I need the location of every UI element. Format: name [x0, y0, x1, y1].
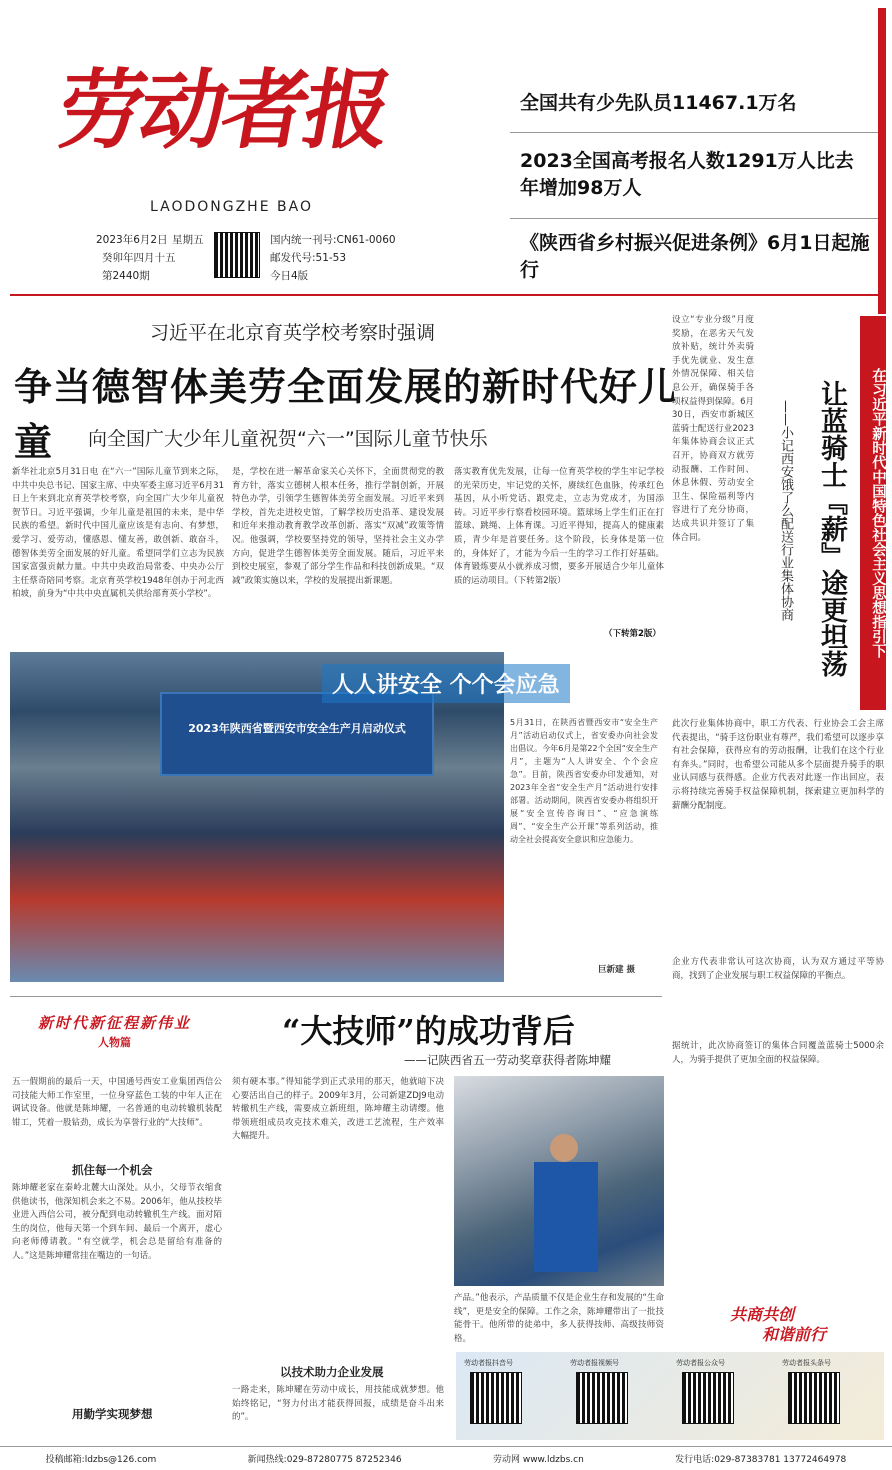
lead-kicker: 习近平在北京育英学校考察时强调 — [150, 322, 436, 344]
feature-col-1: 五一假期前的最后一天，中国通号西安工业集团西信公司技能大师工作室里，一位身穿蓝色工装的中年人正在调试设备。他就是陈坤耀，一名普通的电动转辙机装配钳工，凭着一股钻劲，成长为享誉行业的“大技师”。 — [12, 1077, 222, 1128]
photo-banner: 人人讲安全 个个会应急 — [322, 664, 570, 703]
feature-section-tag: 新时代新征程新伟业 — [38, 1014, 192, 1032]
feature-col-2: 须有硬本事。”得知能学到正式录用的那天，他就暗下决心要活出自己的样子。2009年3月，公司新建ZDJ9电动转辙机生产线，需要成立新班组，陈坤耀主动请缨。他带领班组成员攻克技术难关，改进工艺流程，生产效率大幅提升。 — [232, 1077, 444, 1142]
issue-date: 2023年6月2日 — [96, 234, 168, 246]
sidebar-body-2: 此次行业集体协商中，职工方代表、行业协会工会主席代表提出，“骑手这份职业有尊严，我们希望可以逐步享有社会保障，获得应有的劳动报酬，让我们在这个行业有奔头。”同时，也希望公司能从多个层面提升骑手的职业认同感与获得感。企业方代表对此逐一作出回应，表示将持续完善骑手权益保障机制，探索建立更加科学的薪酬分配制度。 — [672, 719, 884, 811]
lead-column-3: 落实教育优先发展，让每一位育英学校的学生牢记学校的光荣历史，牢记党的关怀，赓续红色血脉，传承红色基因，从小听党话、跟党走，立志为党成才，为国添砖。习近平步行察看校园环境。篮球场上学生们正在打篮球、跳绳、上体育课。习近平得知，提高人的健康素质，青少年是首要任务。这个阶段，长身体是第一位的，身体好了，才能为今后一生的学习工作打好基础。体育锻炼要从小就养成习惯，要多开展适合少年儿童体质的运动项目。（下转第2版） — [454, 467, 664, 586]
slogan-2: 和谐前行 — [762, 1325, 827, 1344]
sidebar-title[interactable]: 让蓝骑士『薪』途更坦荡 — [816, 380, 847, 677]
feature-col-2b: 一路走来，陈坤耀在劳动中成长，用技能成就梦想。他始终铭记，“努力付出才能获得回报，成绩是奋斗出来的”。 — [232, 1385, 444, 1423]
photo-credit: 巨新建 摄 — [598, 965, 635, 975]
feature-heading-1: 抓住每一个机会 — [72, 1163, 153, 1177]
photo-caption: 5月31日，在陕西省暨西安市“安全生产月”活动启动仪式上，省安委办向社会发出倡议。今年6月是第22个全国“安全生产月”，主题为“人人讲安全、个个会应急”。目前，陕西省安委办印发通知，对2023年全省“安全生产月”活动进行安排部署。活动期间，陕西省安委办将组织开展“安全宣传咨询日”、“应急演练周”、“安全生产公开课”等系列活动，推动全社会提高安全意识和应急能力。 — [510, 718, 658, 844]
technician-photo — [454, 1076, 664, 1286]
feature-heading-3: 以技术助力企业发展 — [280, 1365, 384, 1379]
sidebar-subtitle: ——小记西安饿了么配送行业集体协商 — [778, 400, 793, 621]
slogan-1: 共商共创 — [730, 1305, 795, 1324]
sidebar-body-4: 据统计，此次协商签订的集体合同覆盖蓝骑士5000余人，为骑手提供了更加全面的权益保障。 — [672, 1041, 884, 1065]
lead-title[interactable]: 争当德智体美劳全面发展的新时代好儿童 — [14, 364, 678, 464]
masthead-pinyin: LAODONGZHE BAO — [150, 199, 313, 215]
continued-note: （下转第2版） — [604, 629, 661, 639]
qr-label: 劳动者报头条号 — [782, 1359, 831, 1367]
accent-bar — [878, 8, 886, 314]
divider — [510, 218, 882, 219]
headline-2[interactable]: 2023全国高考报名人数1291万人比去年增加98万人 — [520, 150, 854, 199]
qr-code-icon[interactable] — [470, 1372, 522, 1424]
footer-bar — [0, 1446, 892, 1470]
issue-cn: 国内统一刊号:CN61-0060 — [270, 234, 396, 246]
feature-title[interactable]: “大技师”的成功背后 — [282, 1012, 575, 1050]
issue-lunar: 癸卯年四月十五 — [102, 252, 176, 264]
event-stage — [160, 692, 434, 776]
sidebar-body-3: 企业方代表非常认可这次协商，认为双方通过平等协商，找到了企业发展与职工权益保障的平衡点。 — [672, 957, 884, 981]
issue-postal: 邮发代号:51-53 — [270, 252, 347, 264]
footer-website[interactable]: 劳动网 www.ldzbs.cn — [492, 1455, 584, 1465]
headline-3[interactable]: 《陕西省乡村振兴促进条例》6月1日起施行 — [520, 232, 870, 281]
sidebar-body-1: 设立“专业分级”月度奖励，在恶劣天气发放补贴，统计外卖骑手优先就业、发生意外情况保障、相关信息公开，确保骑手各项权益得到保障。6月30日，西安市新城区蓝骑士配送行业2023年集体协商会议正式召开，协商双方就劳动报酬、工作时间、休息休假、劳动安全卫生、保险福利等内容进行了充分协商，达成共识并签订了集体合同。 — [672, 315, 754, 543]
footer-news-hotline: 新闻热线:029-87280775 87252346 — [247, 1455, 402, 1465]
feature-subtitle: ——记陕西省五一劳动奖章获得者陈坤耀 — [404, 1053, 611, 1067]
lead-subtitle: 向全国广大少年儿童祝贺“六一”国际儿童节快乐 — [88, 428, 488, 450]
lead-column-2: 是，学校在进一解革命家关心关怀下，全面贯彻党的教育方针，落实立德树人根本任务，推行学制创新，开展特色办学，引领学生德智体美劳全面发展。习近平来到学校，首先走进校史馆，了解学校历史沿革、建设发展和近年来推动教育教学改革创新、落实“双减”政策等情况。他强调，学校要坚持党的领导，坚持社会主义办学方向，促进学生德智体美劳全面发展。随后，习近平来到校史展室，参观了部分学生作品和科技创新成果。“双减”政策实施以来，学校的发展提出新课题。 — [232, 467, 444, 586]
feature-col-3: 产品。”他表示，产品质量不仅是企业生存和发展的“生命线”，更是安全的保障。工作之余，陈坤耀带出了一批技能骨干。他所带的徒弟中，多人获得技师、高级技师资格。 — [454, 1293, 664, 1344]
worker-figure — [550, 1134, 578, 1162]
feature-heading-2: 用勤学实现梦想 — [72, 1407, 153, 1421]
qr-label: 劳动者报视频号 — [570, 1359, 619, 1367]
qr-label: 劳动者报抖音号 — [464, 1359, 513, 1367]
qr-label: 劳动者报公众号 — [676, 1359, 725, 1367]
qr-code-icon — [214, 232, 260, 278]
masthead-logo: 劳动者报 — [50, 60, 396, 161]
divider — [510, 132, 882, 133]
stage-text: 2023年陕西省暨西安市安全生产月启动仪式 — [188, 722, 406, 735]
sidebar-kicker: 在习近平新时代中国特色社会主义思想指引下 — [860, 316, 886, 710]
qr-code-icon[interactable] — [576, 1372, 628, 1424]
lead-column-1: 新华社北京5月31日电 在“六一”国际儿童节到来之际，中共中央总书记、国家主席、中央军委主席习近平6月31日上午来到北京育英学校考察，向全国广大少年儿童祝贺节日。习近平强调，少年儿童是祖国的未来，是中华民族的希望。新时代中国儿童应该是有志向、有梦想，爱学习、爱劳动，懂感恩、懂友善，敢创新、敢奋斗，德智体美劳全面发展的好儿童。希望同学们立志为民族国家富强贡献力量。中共中央政治局常委、中央办公厅主任蔡奇陪同考察。北京育英学校1948年创办于河北西柏坡，前身为“中共中央直属机关供给部育英小学校”。 — [12, 467, 224, 600]
qr-code-icon[interactable] — [682, 1372, 734, 1424]
footer-distribution: 发行电话:029-87383781 13772464978 — [675, 1455, 847, 1465]
qr-code-icon[interactable] — [788, 1372, 840, 1424]
issue-weekday: 星期五 — [172, 234, 204, 246]
feature-col-1b: 陈坤耀老家在秦岭北麓大山深处。从小，父母节衣缩食供他读书，他深知机会来之不易。2006年，他从技校毕业进入西信公司，被分配到电动转辙机生产线。面对陌生的岗位，他每天第一个到车间、最后一个离开，虚心向老师傅请教。“有空就学，机会总是留给有准备的人。”这是陈坤耀常挂在嘴边的一句话。 — [12, 1183, 222, 1261]
issue-number: 第2440期 — [102, 270, 150, 282]
headline-1[interactable]: 全国共有少先队员11467.1万名 — [520, 92, 797, 114]
section-rule — [10, 996, 662, 997]
top-rule — [10, 294, 884, 296]
footer-email[interactable]: 投稿邮箱:ldzbs@126.com — [45, 1455, 157, 1465]
feature-subsection: 人物篇 — [98, 1036, 131, 1049]
worker-uniform — [534, 1162, 598, 1272]
issue-pages: 今日4版 — [270, 270, 309, 282]
